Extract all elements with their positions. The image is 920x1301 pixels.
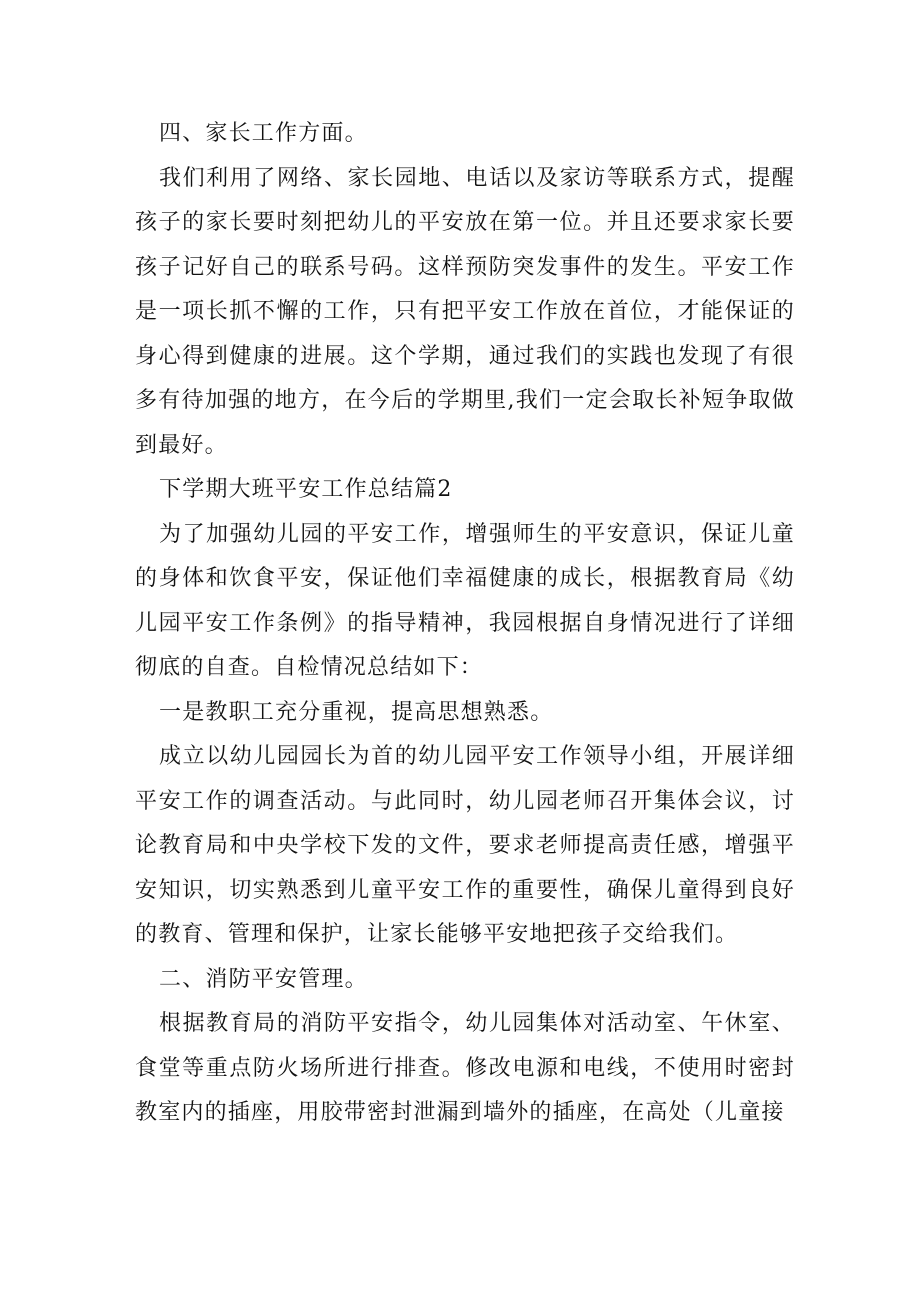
paragraph-intro: 为了加强幼儿园的平安工作，增强师生的平安意识，保证儿童的身体和饮食平安，保证他们幸福健康的成长，根据教育局《幼儿园平安工作条例》的指导精神，我园根据自身情况进行了详细彻底的自查。自检情况总结如下： bbox=[135, 521, 795, 680]
paragraph-fire-safety-body: 根据教育局的消防平安指令，幼儿园集体对活动室、午休室、食堂等重点防火场所进行排查。修改电源和电线，不使用时密封教室内的插座，用胶带密封泄漏到墙外的插座，在高处（儿童接 bbox=[135, 1011, 795, 1125]
paragraph-staff-body: 成立以幼儿园园长为首的幼儿园平安工作领导小组，开展详细平安工作的调查活动。与此同时，幼儿园老师召开集体会议，讨论教育局和中央学校下发的文件，要求老师提高责任感，增强平安知识，切实熟悉到儿童平安工作的重要性，确保儿童得到良好的教育、管理和保护，让家长能够平安地把孩子交给我们。 bbox=[135, 744, 795, 947]
paragraph-parent-work-body: 我们利用了网络、家长园地、电话以及家访等联系方式，提醒孩子的家长要时刻把幼儿的平安放在第一位。并且还要求家长要孩子记好自己的联系号码。这样预防突发事件的发生。平安工作是一项长抓不懈的工作，只有把平安工作放在首位，才能保证的身心得到健康的进展。这个学期，通过我们的实践也发现了有很多有待加强的地方，在今后的学期里,我们一定会取长补短争取做到最好。 bbox=[135, 165, 795, 458]
paragraph-heading-staff: 一是教职工充分重视，提高思想熟悉。 bbox=[159, 699, 554, 725]
paragraph-heading-fire-safety: 二、消防平安管理。 bbox=[159, 966, 368, 992]
document-body bbox=[135, 112, 795, 1136]
paragraph-heading-parent-work: 四、家长工作方面。 bbox=[159, 121, 368, 146]
paragraph-section-title: 下学期大班平安工作总结篇2 bbox=[159, 477, 453, 502]
